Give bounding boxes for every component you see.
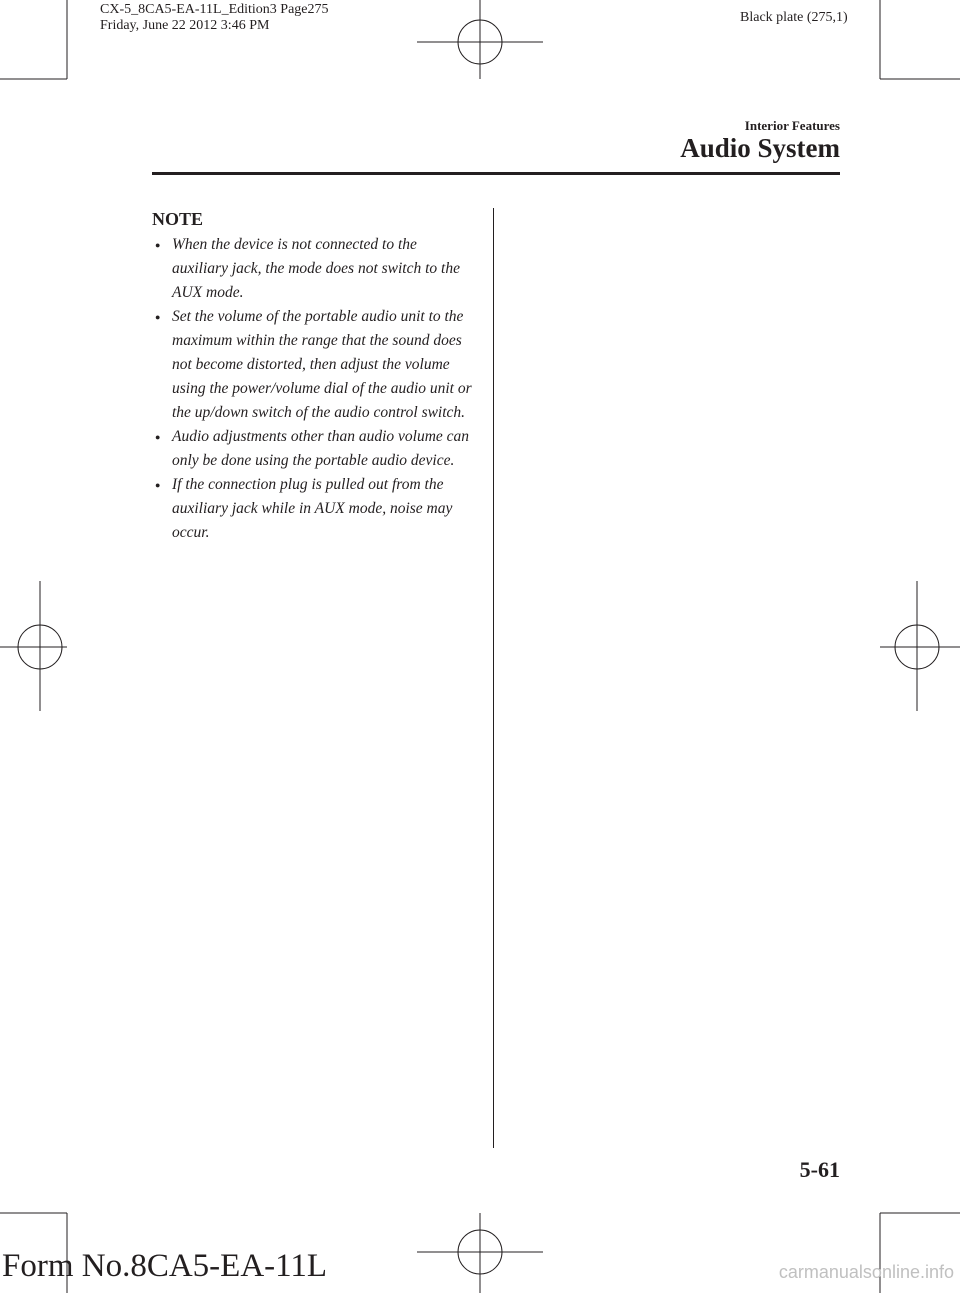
form-number: Form No.8CA5-EA-11L [2, 1248, 328, 1284]
note-list [152, 233, 472, 545]
note-item: ● When the device is not connected to the auxiliary jack, the mode does not switch to the AUX mode. [152, 233, 472, 305]
page-number: 5-61 [799, 1157, 840, 1182]
column-divider [493, 208, 494, 1148]
print-metadata-line1: CX-5_8CA5-EA-11L_Edition3 Page275 [100, 2, 329, 17]
print-metadata-line2: Friday, June 22 2012 3:46 PM [100, 18, 270, 33]
section-name: Interior Features [744, 118, 840, 133]
page-title: Audio System [680, 133, 840, 163]
note-item: ● If the connection plug is pulled out from the auxiliary jack while in AUX mode, noise may occur. [152, 473, 472, 545]
note-block [152, 207, 472, 545]
print-metadata [100, 2, 329, 34]
note-heading: NOTE [152, 209, 204, 229]
plate-label: Black plate (275,1) [740, 10, 848, 25]
watermark: carmanualsonline.info [778, 1262, 954, 1282]
note-item: ● Audio adjustments other than audio volume can only be done using the portable audio device. [152, 425, 472, 473]
note-item: ● Set the volume of the portable audio unit to the maximum within the range that the sound does not become distorted, then adjust the volume using the power/volume dial of the audio unit or the up/down switch of the audio control switch. [152, 305, 472, 425]
header-rule [152, 172, 840, 175]
